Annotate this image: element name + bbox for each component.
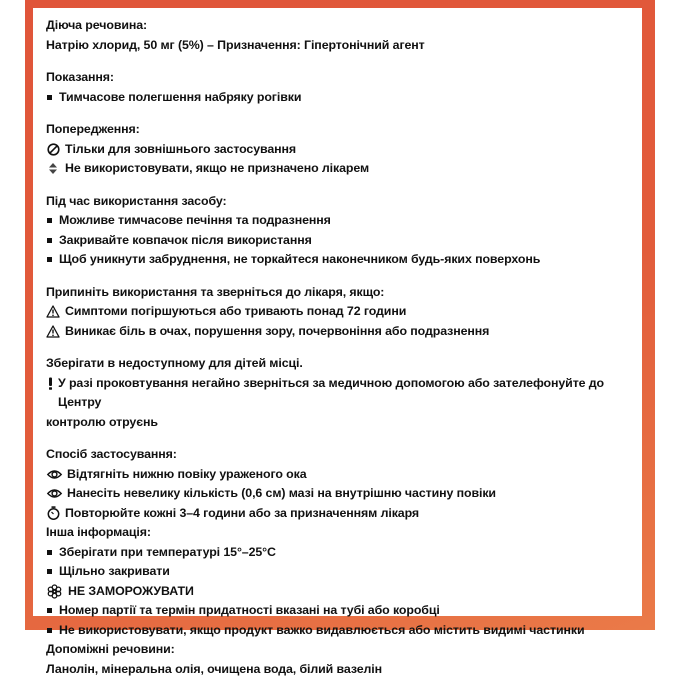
square-bullet-icon	[47, 550, 52, 555]
square-bullet-icon	[47, 628, 52, 633]
list-item-text: Закривайте ковпачок після використання	[59, 231, 312, 251]
list-item	[46, 159, 636, 179]
square-bullet-icon	[47, 95, 52, 100]
section-warnings	[46, 120, 636, 179]
section-active-ingredient	[46, 16, 636, 55]
section-heading: Показання:	[46, 68, 636, 88]
list-item	[46, 211, 636, 231]
list-item	[46, 601, 636, 621]
label-sheet	[33, 8, 642, 616]
label-content	[46, 16, 636, 679]
list-item-text: Не використовувати, якщо не призначено лікарем	[65, 159, 369, 179]
list-item-text: Тимчасове полегшення набряку рогівки	[59, 88, 301, 108]
section-heading: Допоміжні речовини:	[46, 640, 636, 660]
list-item	[46, 140, 636, 160]
square-bullet-icon	[47, 238, 52, 243]
list-item	[46, 582, 636, 602]
inactive-ingredients-text: Ланолін, мінеральна олія, очищена вода, білий вазелін	[46, 660, 636, 679]
list-item	[46, 621, 636, 641]
section-heading: Припиніть використання та зверніться до лікаря, якщо:	[46, 283, 636, 303]
list-item	[46, 484, 636, 504]
snowflake-icon	[46, 582, 62, 601]
list-item	[46, 374, 636, 413]
list-item-text: У разі проковтування негайно зверніться за медичною допомогою або зателефонуйте до Центру	[58, 374, 636, 413]
list-item	[46, 231, 636, 251]
section-heading: Попередження:	[46, 120, 636, 140]
exclamation-icon	[46, 374, 54, 393]
list-item	[46, 302, 636, 322]
list-item-text: НЕ ЗАМОРОЖУВАТИ	[68, 582, 194, 602]
list-item-continuation: контролю отруєнь	[46, 413, 636, 433]
section-inactive-ingredients	[46, 640, 636, 679]
section-stop-use	[46, 283, 636, 342]
list-item-text: Можливе тимчасове печіння та подразнення	[59, 211, 331, 231]
section-heading: Спосіб застосування:	[46, 445, 636, 465]
section-heading: Інша інформація:	[46, 523, 636, 543]
list-item-text: Щільно закривати	[59, 562, 170, 582]
list-item-text: Повторюйте кожні 3–4 години або за призначенням лікаря	[65, 504, 419, 524]
list-item	[46, 88, 636, 108]
section-heading: Зберігати в недоступному для дітей місці.	[46, 354, 636, 374]
list-item	[46, 543, 636, 563]
section-directions	[46, 445, 636, 523]
stopwatch-icon	[46, 504, 60, 523]
square-bullet-icon	[47, 608, 52, 613]
eye-icon	[46, 465, 62, 484]
list-item-text: Відтягніть нижню повіку ураженого ока	[67, 465, 307, 485]
section-indications	[46, 68, 636, 107]
list-item	[46, 465, 636, 485]
active-ingredient-text: Натрію хлорид, 50 мг (5%) – Призначення: Гіпертонічний агент	[46, 36, 636, 56]
square-bullet-icon	[47, 218, 52, 223]
section-children	[46, 354, 636, 432]
list-item-text: Зберігати при температурі 15°–25°C	[59, 543, 276, 563]
section-heading: Під час використання засобу:	[46, 192, 636, 212]
list-item-text: Тільки для зовнішнього застосування	[65, 140, 296, 160]
list-item	[46, 504, 636, 524]
warning-triangle-icon	[46, 322, 60, 341]
list-item-text: Виникає біль в очах, порушення зору, почервоніння або подразнення	[65, 322, 489, 342]
eye-icon	[46, 484, 62, 503]
section-heading: Діюча речовина:	[46, 16, 636, 36]
list-item-text: Щоб уникнути забруднення, не торкайтеся наконечником будь-яких поверхонь	[59, 250, 540, 270]
list-item	[46, 562, 636, 582]
section-during-use	[46, 192, 636, 270]
list-item-text: Не використовувати, якщо продукт важко видавлюється або містить видимі частинки	[59, 621, 584, 641]
list-item	[46, 250, 636, 270]
warning-triangle-icon	[46, 302, 60, 321]
section-other-info	[46, 523, 636, 640]
list-item-text: Номер партії та термін придатності вказані на тубі або коробці	[59, 601, 440, 621]
label-frame	[25, 0, 655, 630]
square-bullet-icon	[47, 569, 52, 574]
list-item-text: Нанесіть невелику кількість (0,6 см) мазі на внутрішню частину повіки	[67, 484, 496, 504]
list-item	[46, 322, 636, 342]
up-down-diamond-icon	[46, 159, 60, 178]
list-item-text: Симптоми погіршуються або тривають понад 72 години	[65, 302, 406, 322]
square-bullet-icon	[47, 257, 52, 262]
prohibited-icon	[46, 140, 60, 159]
